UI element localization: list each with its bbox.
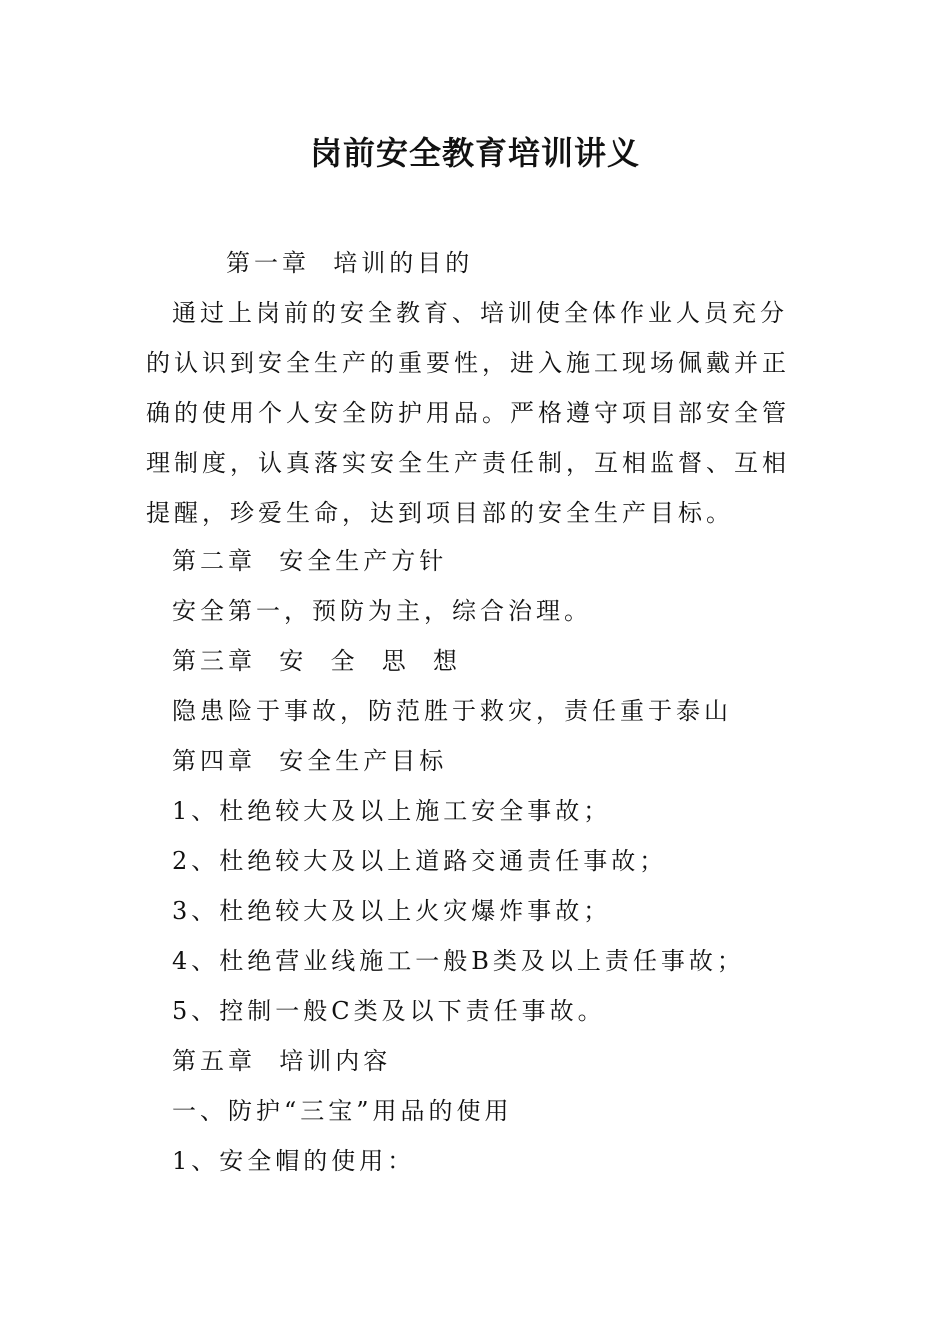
goal-item-2: 2、杜绝较大及以上道路交通责任事故； xyxy=(172,847,668,875)
chapter-2-heading: 第二章 安全生产方针 xyxy=(172,547,448,575)
chapter-3-text: 隐患险于事故，防范胜于救灾，责任重于泰山 xyxy=(172,697,732,725)
goal-item-5: 5、控制一般C类及以下责任事故。 xyxy=(172,997,606,1025)
goal-item-3: 3、杜绝较大及以上火灾爆炸事故； xyxy=(172,897,612,925)
goal-item-1: 1、杜绝较大及以上施工安全事故； xyxy=(172,797,612,825)
chapter-1-paragraph xyxy=(146,288,806,538)
goal-item-4: 4、杜绝营业线施工一般B类及以上责任事故； xyxy=(172,947,745,975)
chapter-4-heading: 第四章 安全生产目标 xyxy=(172,747,448,775)
subsection-1-heading: 1、安全帽的使用： xyxy=(172,1147,416,1175)
chapter-5-heading: 第五章 培训内容 xyxy=(172,1047,392,1075)
section-1-heading: 一、防护“三宝”用品的使用 xyxy=(172,1097,513,1125)
chapter-1-paragraph-text: 通过上岗前的安全教育、培训使全体作业人员充分的认识到安全生产的重要性，进入施工现场佩戴并正确的使用个人安全防护用品。严格遵守项目部安全管理制度，认真落实安全生产责任制，互相监督、互相提醒，珍爱生命，达到项目部的安全生产目标。 xyxy=(146,299,790,527)
document-title: 岗前安全教育培训讲义 xyxy=(309,134,640,172)
chapter-3-heading: 第三章 安 全 思 想 xyxy=(172,647,462,675)
chapter-1-heading: 第一章 培训的目的 xyxy=(226,249,474,277)
chapter-2-text: 安全第一，预防为主，综合治理。 xyxy=(172,597,592,625)
